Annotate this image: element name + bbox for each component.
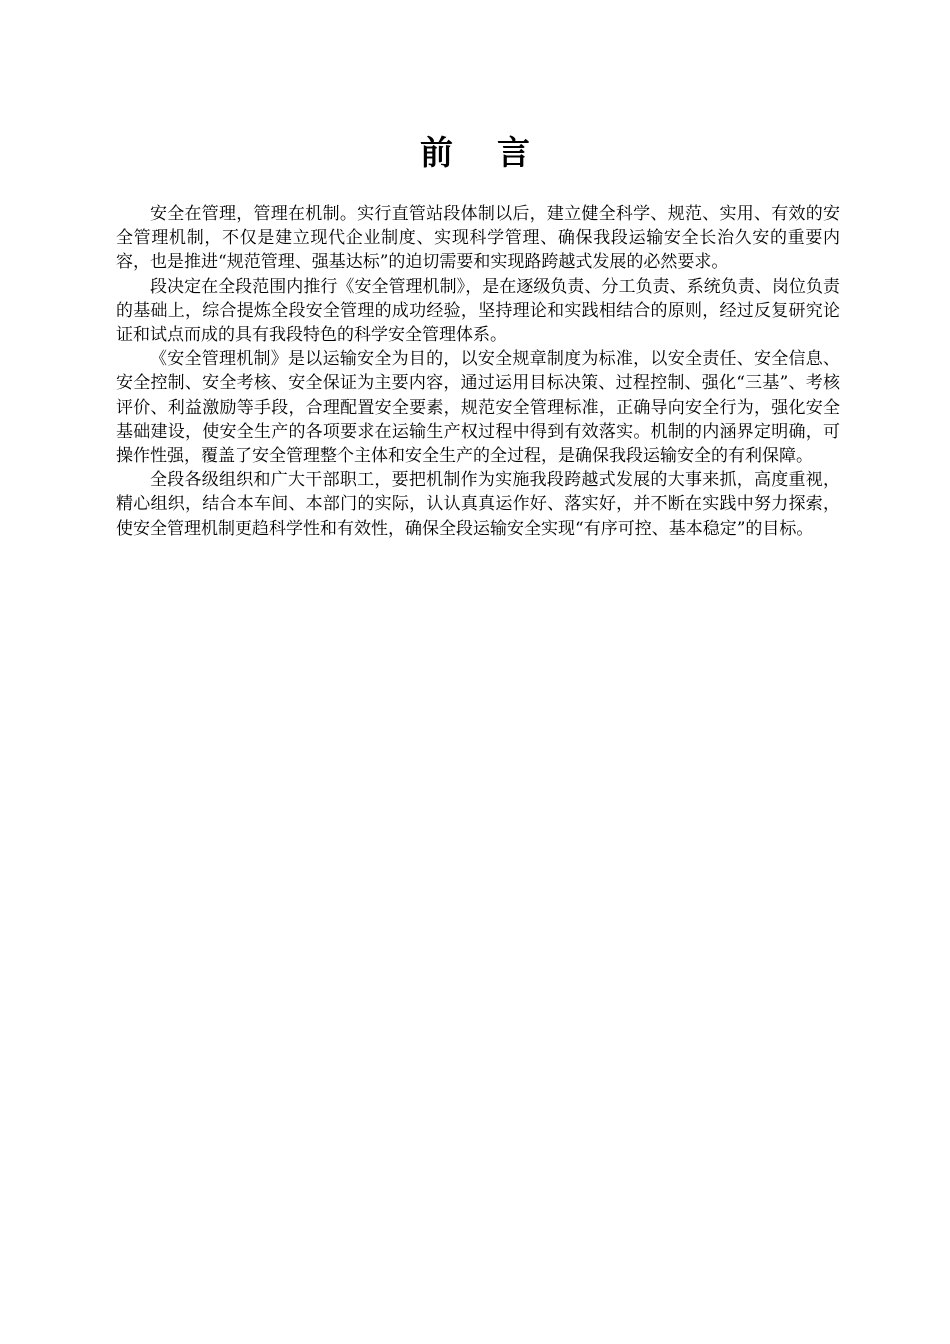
paragraph-1: 安全在管理，管理在机制。实行直管站段体制以后，建立健全科学、规范、实用、有效的安全管理机制，不仅是建立现代企业制度、实现科学管理、确保我段运输安全长治久安的重要内容，也是推进“规范管理、强基达标”的迫切需要和实现路跨越式发展的必然要求。 xyxy=(116,204,840,273)
title-char-2: 言 xyxy=(497,133,530,172)
title-char-1: 前 xyxy=(420,133,453,172)
page-title xyxy=(0,133,950,173)
paragraph-4: 全段各级组织和广大干部职工，要把机制作为实施我段跨越式发展的大事来抓，高度重视，精心组织，结合本车间、本部门的实际，认认真真运作好、落实好，并不断在实践中努力探索，使安全管理机制更趋科学性和有效性，确保全段运输安全实现“有序可控、基本稳定”的目标。 xyxy=(116,470,840,539)
paragraph-2: 段决定在全段范围内推行《安全管理机制》，是在逐级负责、分工负责、系统负责、岗位负责的基础上，综合提炼全段安全管理的成功经验，坚持理论和实践相结合的原则，经过反复研究论证和试点而成的具有我段特色的科学安全管理体系。 xyxy=(116,276,840,346)
document-body xyxy=(116,202,840,541)
paragraph-3: 《安全管理机制》是以运输安全为目的，以安全规章制度为标准，以安全责任、安全信息、安全控制、安全考核、安全保证为主要内容，通过运用目标决策、过程控制、强化“三基”、考核评价、利益激励等手段，合理配置安全要素，规范安全管理标准，正确导向安全行为，强化安全基础建设，使安全生产的各项要求在运输生产权过程中得到有效落实。机制的内涵界定明确，可操作性强，覆盖了安全管理整个主体和安全生产的全过程，是确保我段运输安全的有利保障。 xyxy=(116,349,840,467)
